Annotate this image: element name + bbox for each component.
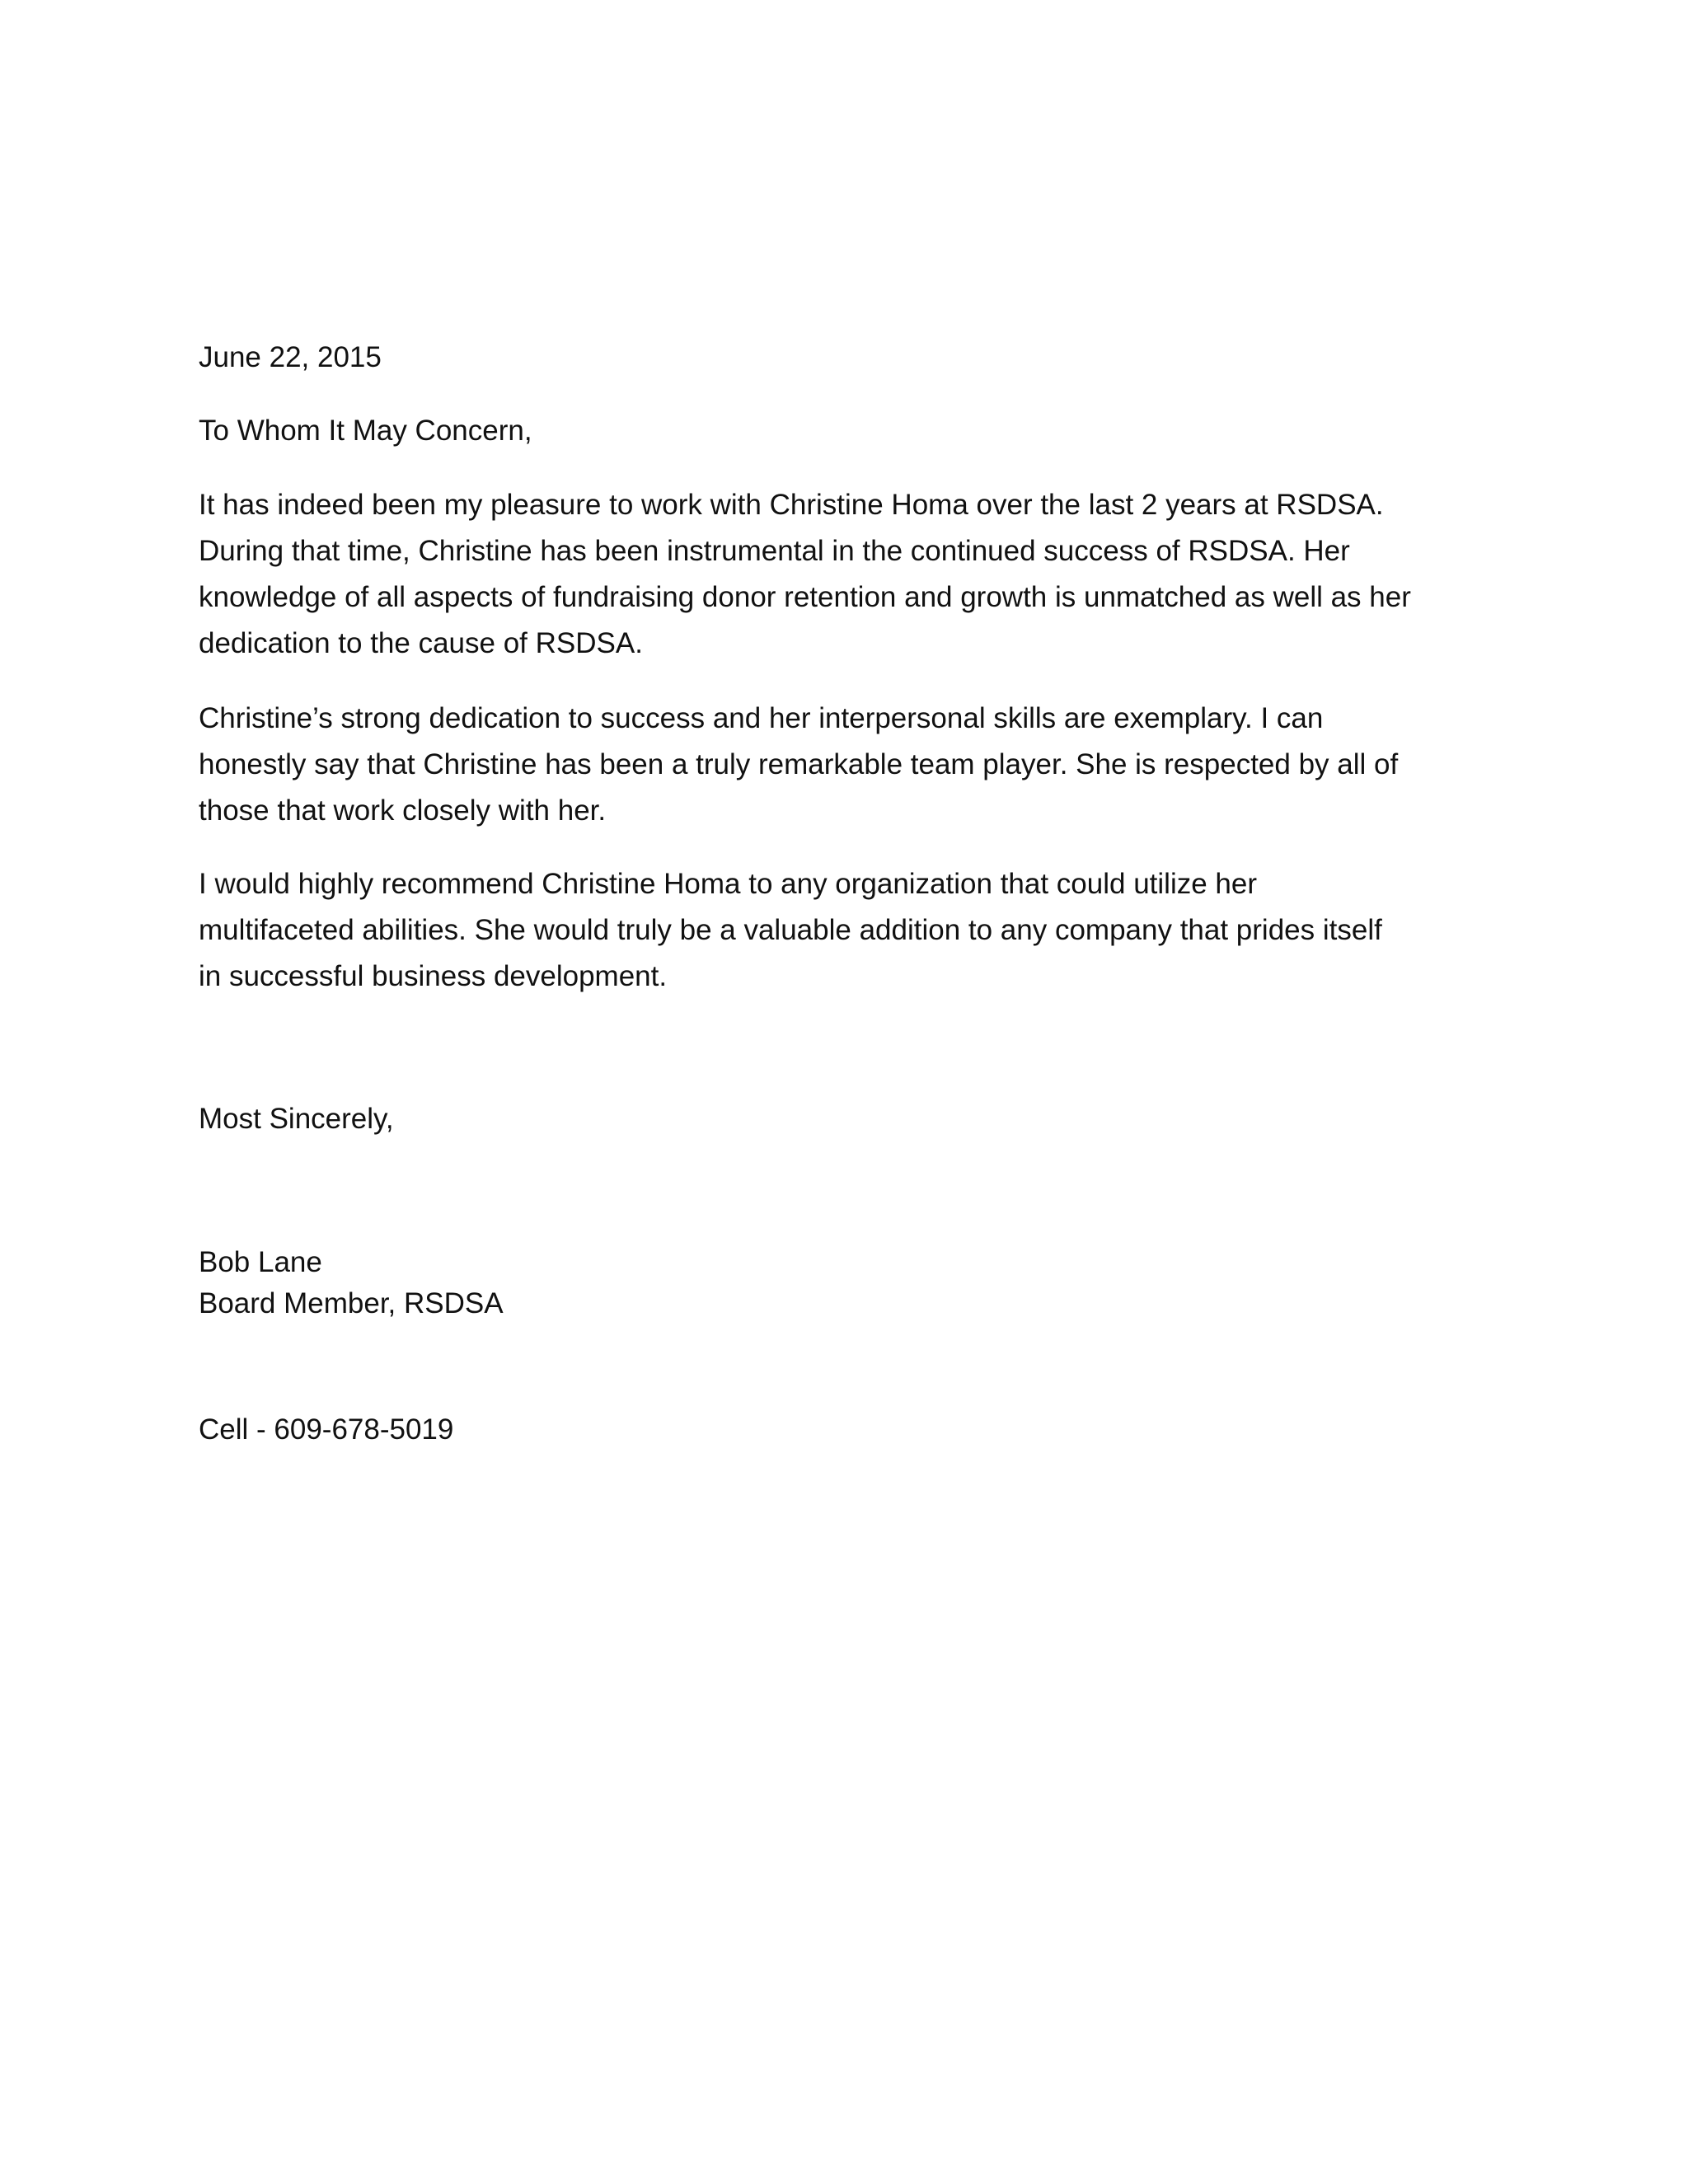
contact-info: [199, 1407, 1501, 1453]
body-paragraph-1: [199, 482, 1501, 667]
letter-date: [199, 335, 1501, 381]
paragraph-line: in successful business development.: [199, 960, 668, 992]
paragraph-line: During that time, Christine has been instrumental in the continued success of RSDSA. Her: [199, 535, 1350, 567]
paragraph-line: knowledge of all aspects of fundraising donor retention and growth is unmatched as well as her: [199, 581, 1411, 613]
paragraph-line: honestly say that Christine has been a truly remarkable team player. She is respected by all of: [199, 748, 1399, 780]
body-paragraph-3: [199, 861, 1501, 1000]
date-text: June 22, 2015: [199, 341, 382, 373]
salutation-text: To Whom It May Concern,: [199, 415, 532, 447]
signer-name: Bob Lane: [199, 1246, 322, 1278]
paragraph-line: I would highly recommend Christine Homa to any organization that could utilize her: [199, 868, 1257, 900]
signer-title: Board Member, RSDSA: [199, 1287, 504, 1319]
letter-closing: [199, 1096, 1501, 1142]
signature-block: [199, 1242, 1501, 1324]
cell-phone: Cell - 609-678-5019: [199, 1413, 454, 1446]
paragraph-line: multifaceted abilities. She would truly be a valuable addition to any company that prides itself: [199, 914, 1382, 946]
paragraph-line: dedication to the cause of RSDSA.: [199, 627, 643, 659]
body-paragraph-2: [199, 696, 1501, 834]
paragraph-line: those that work closely with her.: [199, 794, 607, 827]
letter-salutation: [199, 408, 1501, 454]
paragraph-line: It has indeed been my pleasure to work with Christine Homa over the last 2 years at RSDSA.: [199, 489, 1384, 521]
paragraph-line: Christine’s strong dedication to success and her interpersonal skills are exemplary. I can: [199, 702, 1324, 734]
closing-text: Most Sincerely,: [199, 1103, 394, 1135]
